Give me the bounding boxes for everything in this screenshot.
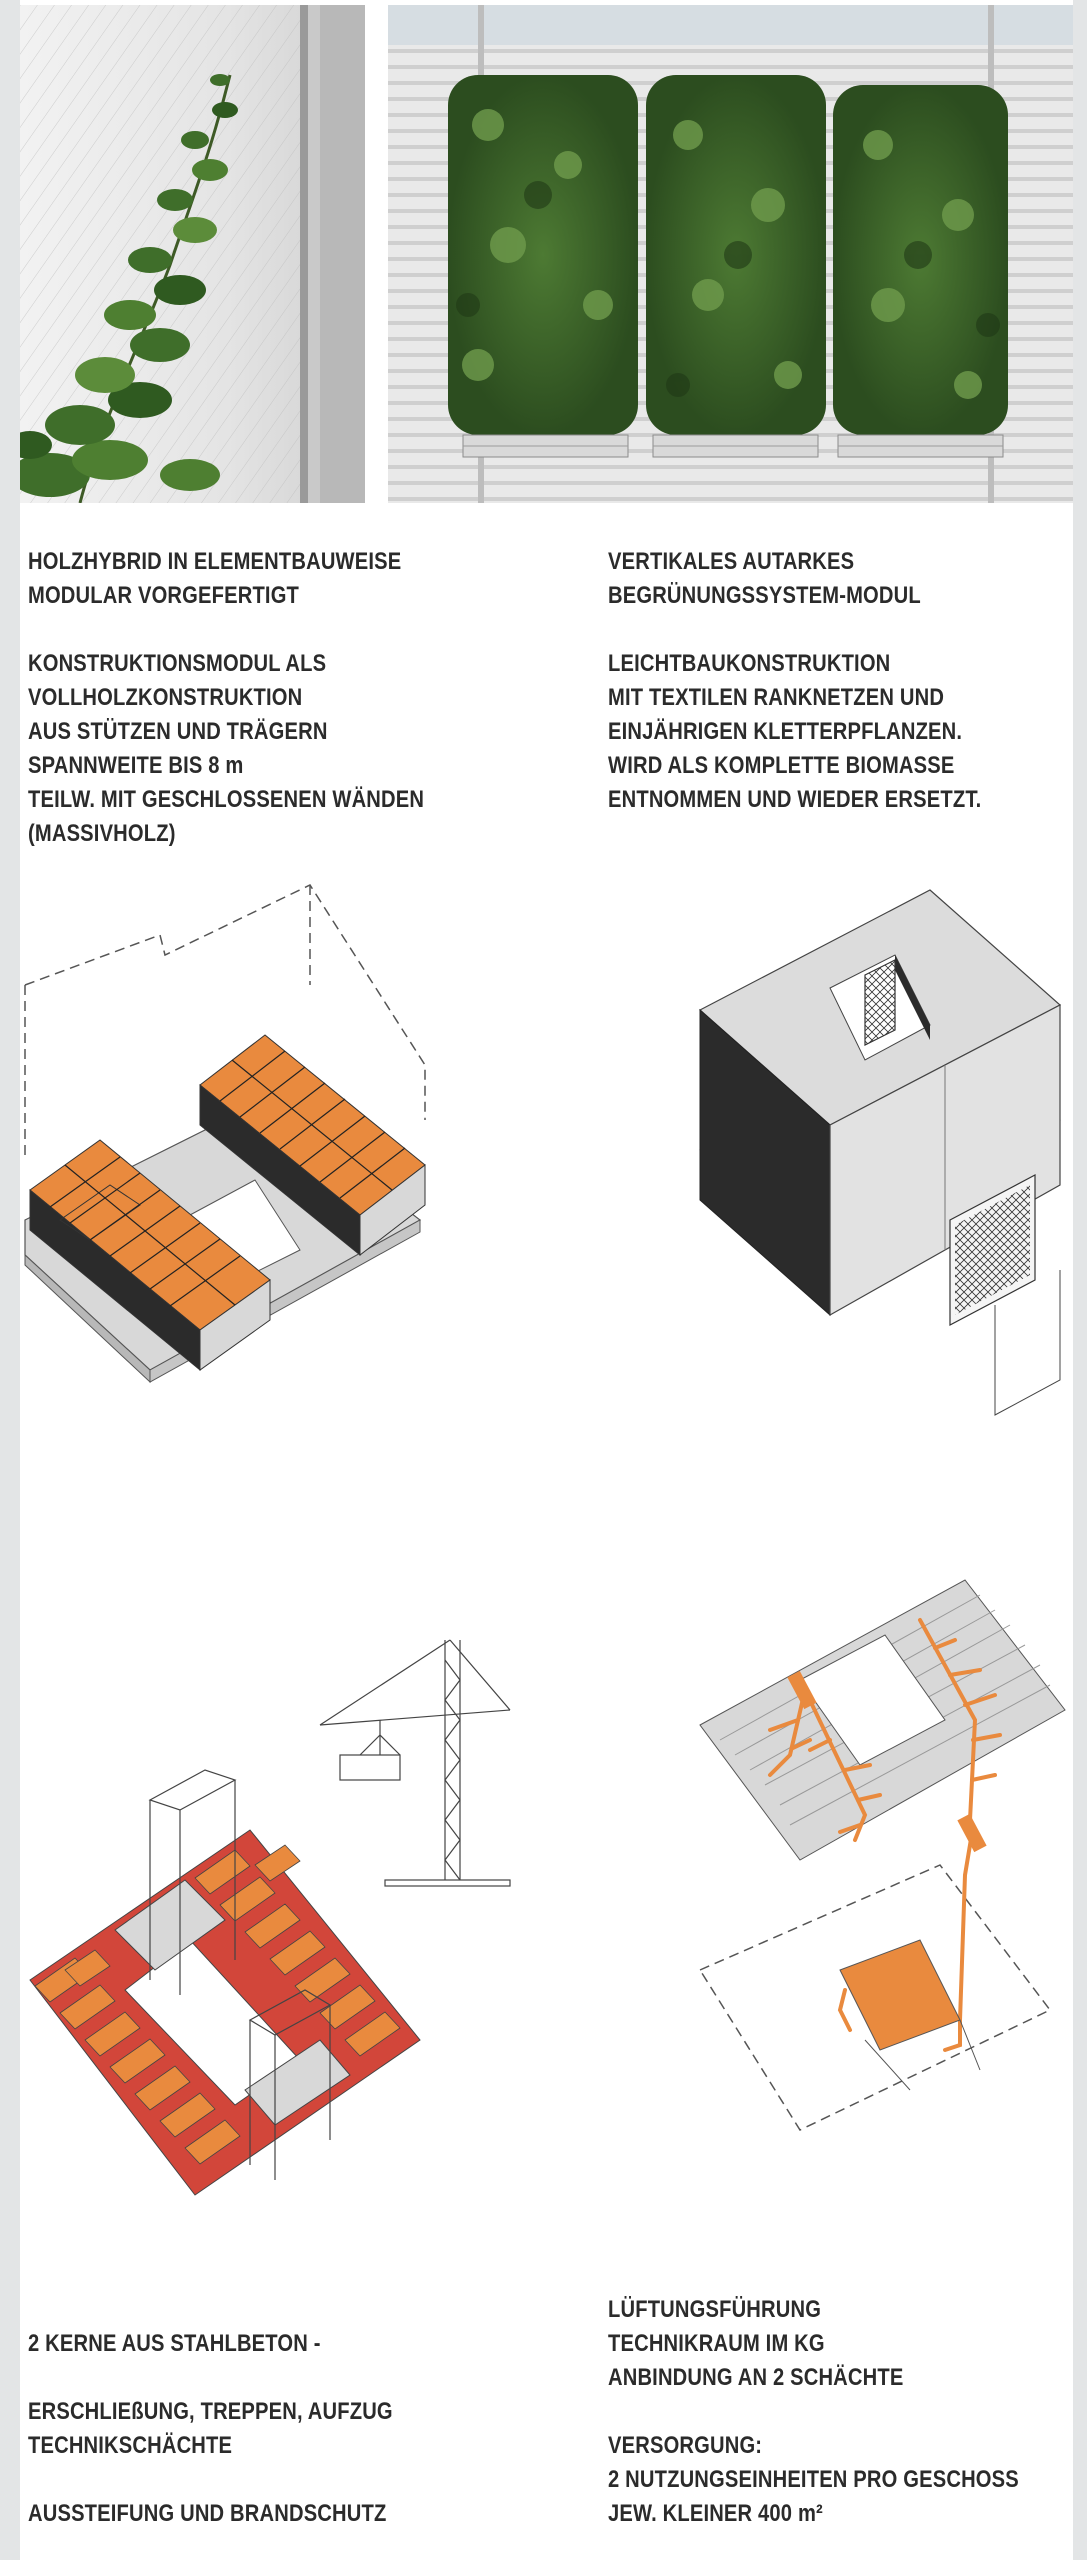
text-line <box>608 613 981 647</box>
text-line: TECHNIKSCHÄCHTE <box>28 2432 233 2459</box>
text-line: AUS STÜTZEN UND TRÄGERN <box>28 718 328 745</box>
timber-module-diagram <box>20 870 440 1480</box>
text-line <box>28 613 424 647</box>
text-line: HOLZHYBRID IN ELEMENTBAUWEISE <box>28 548 402 575</box>
climbing-plant-photo <box>20 5 365 503</box>
text-line: KONSTRUKTIONSMODUL ALS <box>28 650 327 677</box>
text-line: TECHNIKRAUM IM KG <box>608 2330 825 2357</box>
greening-module-diagram <box>640 880 1073 1430</box>
timber-hybrid-description <box>28 545 424 851</box>
text-line: JEW. KLEINER 400 m² <box>608 2500 823 2527</box>
text-line <box>28 2463 393 2497</box>
text-line: VERTIKALES AUTARKES <box>608 548 855 575</box>
text-line <box>608 2395 1019 2429</box>
text-line: ERSCHLIEßUNG, TREPPEN, AUFZUG <box>28 2398 393 2425</box>
text-line: VOLLHOLZKONSTRUKTION <box>28 684 303 711</box>
ventilation-diagram <box>660 1570 1073 2200</box>
text-line: (MASSIVHOLZ) <box>28 820 176 847</box>
text-line: AUSSTEIFUNG UND BRANDSCHUTZ <box>28 2500 387 2527</box>
greening-system-description <box>608 545 981 817</box>
text-line: LÜFTUNGSFÜHRUNG <box>608 2296 822 2323</box>
text-line: TEILW. MIT GESCHLOSSENEN WÄNDEN <box>28 786 425 813</box>
text-line: SPANNWEITE BIS 8 m <box>28 752 244 779</box>
ventilation-description <box>608 2293 1019 2531</box>
concrete-cores-description <box>28 2327 393 2531</box>
page <box>20 0 1073 2560</box>
text-line: WIRD ALS KOMPLETTE BIOMASSE <box>608 752 955 779</box>
text-line: 2 NUTZUNGSEINHEITEN PRO GESCHOSS <box>608 2466 1019 2493</box>
text-line: BEGRÜNUNGSSYSTEM-MODUL <box>608 582 921 609</box>
text-line <box>28 2361 393 2395</box>
green-wall-module-photo <box>388 5 1073 503</box>
text-line: MIT TEXTILEN RANKNETZEN UND <box>608 684 945 711</box>
text-line: ENTNOMMEN UND WIEDER ERSETZT. <box>608 786 982 813</box>
text-line: 2 KERNE AUS STAHLBETON - <box>28 2330 321 2357</box>
text-line: LEICHTBAUKONSTRUKTION <box>608 650 891 677</box>
text-line: ANBINDUNG AN 2 SCHÄCHTE <box>608 2364 904 2391</box>
text-line: VERSORGUNG: <box>608 2432 763 2459</box>
text-line: MODULAR VORGEFERTIGT <box>28 582 300 609</box>
concrete-cores-diagram <box>20 1620 540 2210</box>
text-line: EINJÄHRIGEN KLETTERPFLANZEN. <box>608 718 963 745</box>
